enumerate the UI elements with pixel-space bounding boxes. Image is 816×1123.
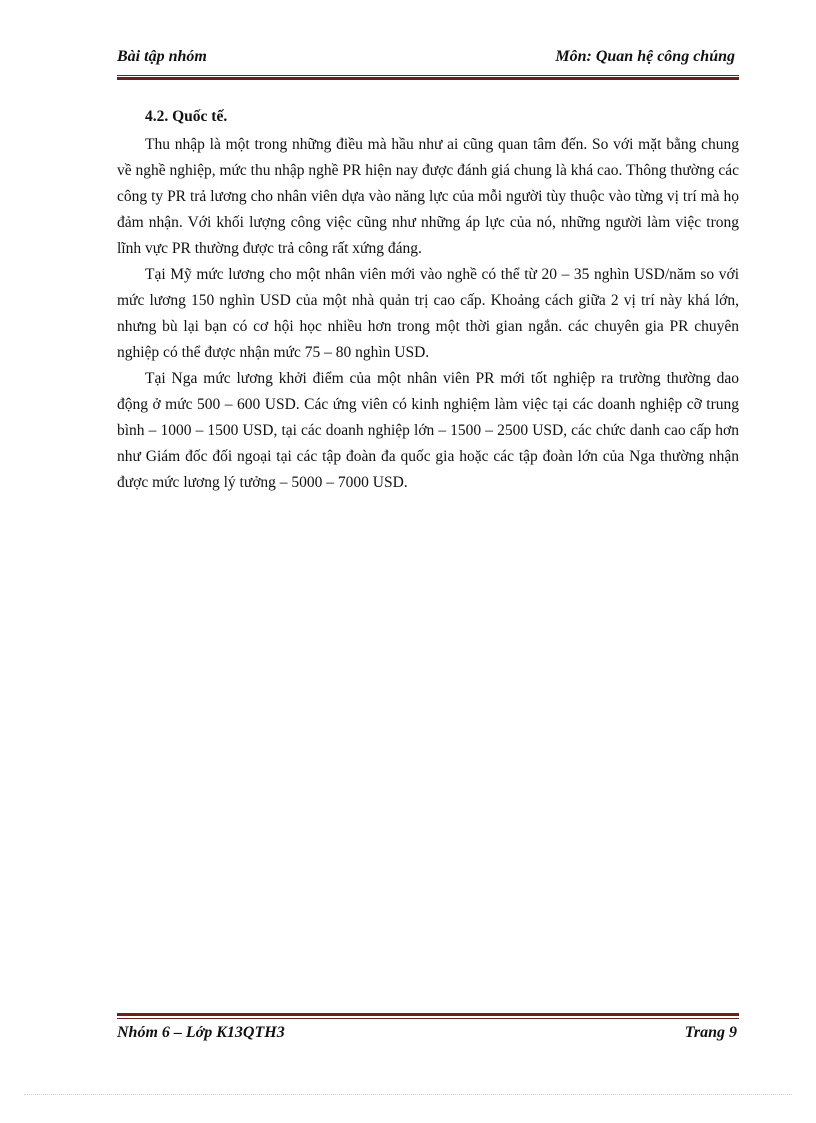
footer-rule-thin — [117, 1018, 739, 1019]
header-right-text: Môn: Quan hệ công chúng — [555, 48, 735, 65]
paragraph-3: Tại Nga mức lương khởi điểm của một nhân viên PR mới tốt nghiệp ra trường thường dao động ở mức 500 – 600 USD. Các ứng viên có kinh nghiệm làm việc tại các doanh nghiệp cỡ trung bình – 1000 – 1500 USD, tại các doanh nghiệp lớn – 1500 – 2500 USD, các chức danh cao cấp hơn như Giám đốc đối ngoại tại các tập đoàn đa quốc gia hoặc các tập đoàn lớn của Nga thường nhận được mức lương lý tưởng – 5000 – 7000 USD. — [117, 370, 739, 491]
footer-rule-thick — [117, 1013, 739, 1016]
page-header — [117, 46, 739, 72]
header-left-text: Bài tập nhóm — [117, 48, 207, 65]
paragraph-1: Thu nhập là một trong những điều mà hầu như ai cũng quan tâm đến. So với mặt bằng chung về nghề nghiệp, mức thu nhập nghề PR hiện nay được đánh giá chung là khá cao. Thông thường các công ty PR trả lương cho nhân viên dựa vào năng lực của mỗi người tùy thuộc vào từng vị trí mà họ đảm nhận. Với khối lượng công việc cũng như những áp lực của nó, những người làm việc trong lĩnh vực PR thường được trả công rất xứng đáng. — [117, 136, 739, 257]
section-heading: 4.2. Quốc tế. — [145, 108, 228, 125]
page-edge-dotted-line — [24, 1094, 792, 1095]
page-body — [117, 104, 739, 496]
paragraph-2: Tại Mỹ mức lương cho một nhân viên mới vào nghề có thể từ 20 – 35 nghìn USD/năm so với mức lương 150 nghìn USD của một nhà quản trị cao cấp. Khoảng cách giữa 2 vị trí này khá lớn, nhưng bù lại bạn có cơ hội học nhiều hơn trong một thời gian ngắn. các chuyên gia PR chuyên nghiệp có thể được nhận mức 75 – 80 nghìn USD. — [117, 266, 739, 361]
page-number: Trang 9 — [684, 1024, 737, 1041]
footer-left-text: Nhóm 6 – Lớp K13QTH3 — [117, 1024, 285, 1041]
header-rule-thin — [117, 75, 739, 76]
page-footer — [117, 1024, 739, 1048]
header-rule-thick — [117, 77, 739, 80]
